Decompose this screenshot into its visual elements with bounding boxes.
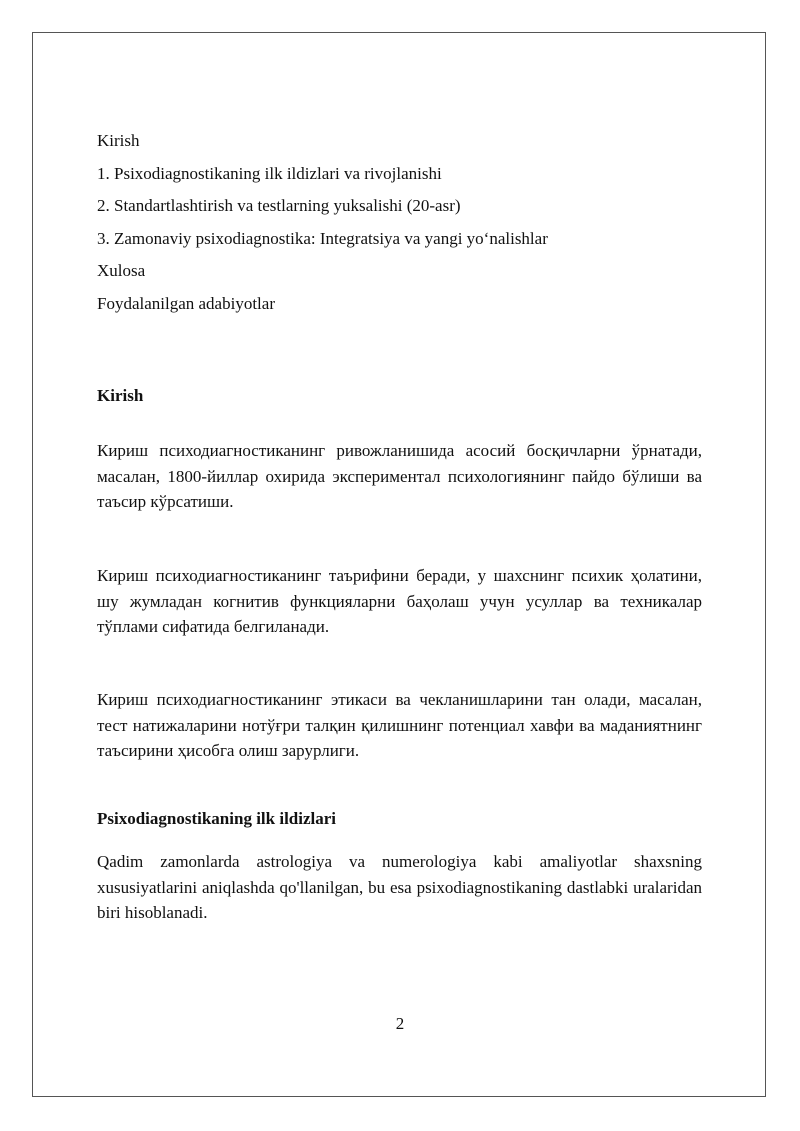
- paragraph: Кириш психодиагностиканинг таърифини беради, у шахснинг психик ҳолатини, шу жумладан когнитив функцияларни баҳолаш учун усуллар ва техникалар тўплами сифатида белгиланади.: [97, 566, 702, 636]
- paragraph: Qadim zamonlarda astrologiya va numerologiya kabi amaliyotlar shaxsning xususiyatlarini aniqlashda qo'llanilgan, bu esa psixodiagnostikaning dastlabki uralaridan biri hisoblanadi.: [97, 852, 702, 922]
- toc-item-chapter-3: 3. Zamonaviy psixodiagnostika: Integratsiya va yangi yo‘nalishlar: [97, 228, 548, 248]
- toc-item-chapter-1: 1. Psixodiagnostikaning ilk ildizlari va rivojlanishi: [97, 163, 442, 183]
- toc-item-introduction: Kirish: [97, 131, 140, 150]
- toc-item-conclusion: Xulosa: [97, 261, 146, 280]
- section-heading-introduction: Kirish: [97, 386, 144, 405]
- section-heading-early-roots: Psixodiagnostikaning ilk ildizlari: [97, 809, 337, 828]
- table-of-contents: [97, 128, 702, 323]
- toc-item-references: Foydalanilgan adabiyotlar: [97, 293, 275, 313]
- page-number: 2: [395, 1014, 405, 1033]
- toc-item-chapter-2: 2. Standartlashtirish va testlarning yuksalishi (20-asr): [97, 196, 461, 215]
- paragraph: Кириш психодиагностиканинг ривожланишида асосий босқичларни ўрнатади, масалан, 1800-йиллар охирида экспериментал психологиянинг пайдо бўлиши ва таъсир кўрсатиши.: [97, 441, 702, 511]
- paragraph: Кириш психодиагностиканинг этикаси ва чекланишларини тан олади, масалан, тест натижаларини нотўғри талқин қилишнинг потенциал хавфи ва маданиятнинг таъсирини ҳисобга олиш зарурлиги.: [97, 690, 702, 760]
